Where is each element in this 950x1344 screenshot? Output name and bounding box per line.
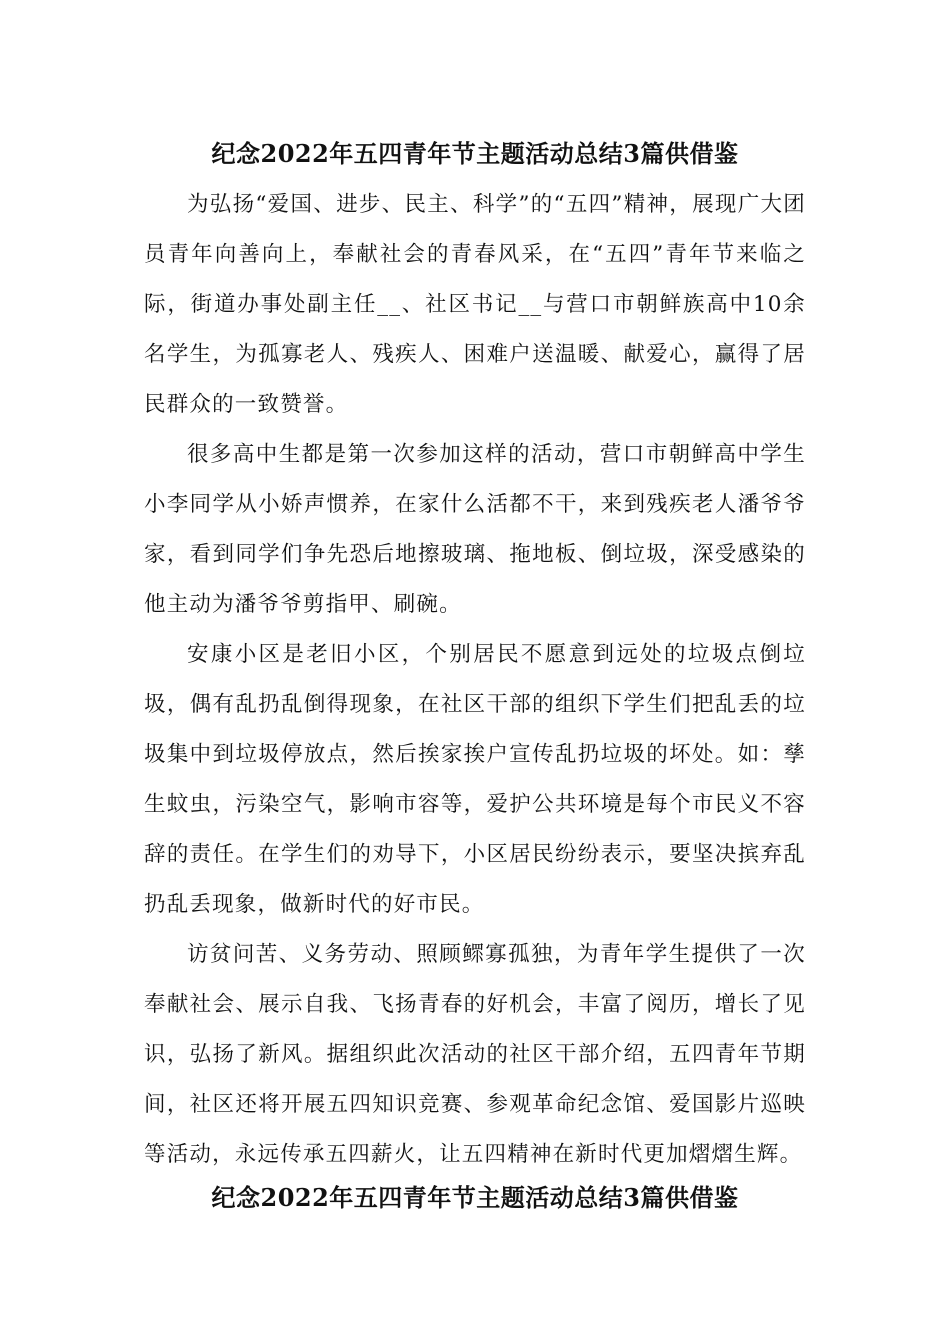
document-title: 纪念2022年五四青年节主题活动总结3篇供借鉴 — [211, 139, 739, 168]
paragraph-3: 安康小区是老旧小区，个别居民不愿意到远处的垃圾点倒垃圾，偶有乱扔乱倒得现象，在社区干部的组织下学生们把乱丢的垃圾集中到垃圾停放点，然后挨家挨户宣传乱扔垃圾的坏处。如：孳生蚊虫，污染空气，影响市容等，爱护公共环境是每个市民义不容辞的责任。在学生们的劝导下，小区居民纷纷表示，要坚决摈弃乱扔乱丢现象，做新时代的好市民。 — [144, 642, 806, 917]
document-body — [144, 180, 806, 1180]
paragraph-2: 很多高中生都是第一次参加这样的活动，营口市朝鲜高中学生小李同学从小娇声惯养，在家什么活都不干，来到残疾老人潘爷爷家，看到同学们争先恐后地擦玻璃、拖地板、倒垃圾，深受感染的他主动为潘爷爷剪指甲、刷碗。 — [144, 442, 806, 617]
paragraph-1: 为弘扬“爱国、进步、民主、科学”的“五四”精神，展现广大团员青年向善向上，奉献社会的青春风采，在“五四”青年节来临之际，街道办事处副主任__、社区书记__与营口市朝鲜族高中10余名学生，为孤寡老人、残疾人、困难户送温暖、献爱心，赢得了居民群众的一致赞誉。 — [144, 192, 806, 417]
repeated-document-title: 纪念2022年五四青年节主题活动总结3篇供借鉴 — [211, 1183, 739, 1212]
paragraph-4: 访贫问苦、义务劳动、照顾鳏寡孤独，为青年学生提供了一次奉献社会、展示自我、飞扬青春的好机会，丰富了阅历，增长了见识，弘扬了新风。据组织此次活动的社区干部介绍，五四青年节期间，社区还将开展五四知识竞赛、参观革命纪念馆、爱国影片巡映等活动，永远传承五四薪火，让五四精神在新时代更加熠熠生辉。 — [144, 942, 806, 1167]
